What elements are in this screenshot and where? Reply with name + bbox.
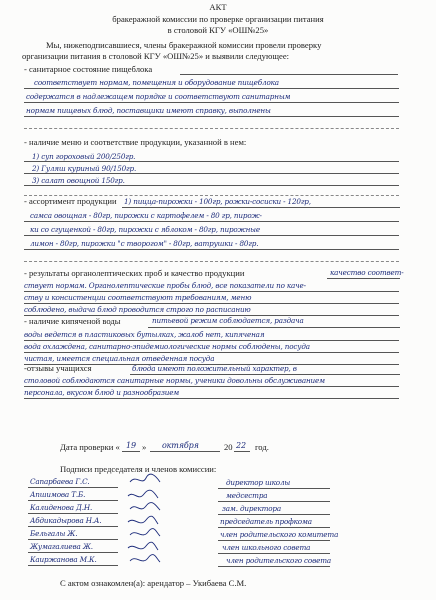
assortment-hw-2: самса овощная - 80гр, пирожки с картофелем - 80 гр, пирож-: [30, 211, 262, 220]
intro-line-1: Мы, нижеподписавшиеся, члены бракеражной комиссии провели проверку: [46, 40, 322, 50]
assortment-hw-4: лимон - 80гр, пирожки "с творогом" - 80гр, ватрушки - 80гр.: [30, 239, 259, 248]
menu-line-1: [24, 161, 399, 162]
feedback-line-0: [130, 374, 400, 375]
feedback-hw-1: блюда имеют положительный характер, в: [132, 364, 297, 373]
results-label: - результаты органолептических проб и качество продукции: [24, 268, 245, 278]
document-subtitle-1: бракеражной комиссии по проверке организации питания: [112, 14, 324, 24]
sig-name-2: Апшимова Т.Б.: [30, 490, 86, 499]
feedback-line-1: [24, 386, 399, 387]
sanitary-hw-3: нормам пищевых блюд, поставщики имеют справку, выполнены: [26, 106, 271, 115]
feedback-line-2: [24, 398, 399, 399]
menu-hw-2: 2) Гуляш куриный 90/150гр.: [32, 164, 137, 173]
water-line-1: [24, 340, 399, 341]
sig-role-5: член родительского комитета: [220, 530, 339, 539]
assortment-divider: [24, 261, 399, 262]
sig-name-6: Жумагалиева Ж.: [30, 542, 93, 551]
assortment-line-4: [24, 249, 399, 250]
sig-name-7: Каиржанова М.К.: [30, 555, 97, 564]
sig-name-line-1: [28, 487, 118, 488]
sig-role-2: медсестра: [226, 491, 268, 500]
sig-role-line-5: [218, 540, 330, 541]
sig-name-3: Калиденова Д.Н.: [30, 503, 93, 512]
date-day: 19: [126, 441, 136, 450]
sig-role-6: член школьного совета: [222, 543, 311, 552]
results-line-2: [24, 303, 399, 304]
feedback-hw-3: персонала, вкусом блюд и разнообразием: [24, 388, 180, 397]
water-hw-2: воды ведется в пластиковых бутылках, жалоб нет, кипяченая: [24, 330, 265, 339]
water-line-0: [148, 327, 400, 328]
date-month: октября: [162, 441, 199, 450]
results-line-0: [327, 278, 400, 279]
sig-role-3: зам. директора: [222, 504, 281, 513]
sanitary-line-1: [24, 88, 399, 89]
document-subtitle-2: в столовой КГУ «ОШ№25»: [167, 25, 269, 35]
date-year-prefix: 20: [224, 442, 233, 452]
sig-name-line-7: [28, 565, 118, 566]
sig-name-4: Абдикадырова Н.А.: [30, 516, 102, 525]
assortment-hw-3: ки со сгущенкой - 80гр, пирожки с яблоком - 80гр, пирожные: [30, 225, 260, 234]
sig-role-line-1: [218, 488, 330, 489]
feedback-label: -отзывы учащихся: [24, 363, 92, 373]
date-label: Дата проверки «: [60, 442, 120, 452]
sig-name-line-2: [28, 500, 118, 501]
assortment-line-3: [24, 235, 399, 236]
results-hw-3: ству и консистенции соответствуют требованиям, меню: [24, 293, 252, 302]
signatures-label: Подписи председателя и членов комиссии:: [60, 464, 217, 474]
signature-scribbles: [126, 472, 166, 568]
sig-role-line-4: [218, 527, 330, 528]
sanitary-line-0: [180, 74, 398, 75]
sanitary-hw-1: соответствует нормам, помещения и оборудование пищеблока: [34, 78, 279, 87]
menu-line-2: [24, 173, 399, 174]
sig-name-line-3: [28, 513, 118, 514]
results-hw-1: качество соответ-: [330, 268, 404, 277]
water-label: - наличие кипяченой воды: [24, 316, 121, 326]
sanitary-line-2: [24, 102, 399, 103]
date-year: 22: [236, 441, 246, 450]
sig-role-line-6: [218, 553, 330, 554]
sig-name-line-4: [28, 526, 118, 527]
acknowledgement-text: С актом ознакомлен(а): арендатор – Укибаева С.М.: [60, 578, 247, 588]
date-month-line: [150, 451, 220, 452]
assortment-label: - ассортимент продукции: [24, 196, 117, 206]
sig-role-line-2: [218, 501, 330, 502]
intro-line-2: организации питания в столовой КГУ «ОШ№25» и выявили следующее:: [22, 51, 290, 61]
date-day-line: [122, 451, 140, 452]
sanitary-divider: [24, 128, 399, 129]
date-year-line: [234, 451, 250, 452]
document-title: АКТ: [209, 2, 227, 12]
sig-role-line-7: [218, 566, 330, 567]
sig-role-7: член родительского совета: [226, 556, 332, 565]
sig-name-line-6: [28, 552, 118, 553]
date-mid: »: [142, 442, 147, 452]
menu-line-3: [24, 185, 399, 186]
feedback-hw-2: столовой соблюдаются санитарные нормы, ученики довольны обслуживанием: [24, 376, 325, 385]
sig-role-4: председатель профкома: [220, 517, 312, 526]
menu-hw-1: 1) суп гороховый 200/250гр.: [32, 152, 136, 161]
water-hw-4: чистая, имеется специальная отведенная посуда: [24, 354, 215, 363]
sig-role-1: директор школы: [226, 478, 291, 487]
date-suffix: год.: [255, 442, 269, 452]
sig-name-1: Сапарбаева Г.С.: [30, 477, 90, 486]
results-line-1: [24, 291, 399, 292]
assortment-line-2: [24, 221, 399, 222]
sanitary-label: - санитарное состояние пищеблока: [24, 64, 153, 74]
water-hw-1: питьевой режим соблюдается, раздача: [152, 316, 304, 325]
results-hw-4: соблюдено, выдача блюд проводится строго по расписанию: [24, 305, 251, 314]
water-hw-3: вода охлаждена, санитарно-эпидемиологические нормы соблюдены, посуда: [24, 342, 310, 351]
assortment-hw-1: 1) пицца-пирожки - 100гр, рожки-сосиски - 120гр,: [124, 197, 311, 206]
sig-name-5: Бельгалы Ж.: [30, 529, 78, 538]
sanitary-hw-2: содержатся в надлежащем порядке и соответствуют санитарным: [26, 92, 291, 101]
sig-role-line-3: [218, 514, 330, 515]
menu-hw-3: 3) салат овощной 150гр.: [32, 176, 125, 185]
results-hw-2: ствует нормам. Органолептические пробы блюд, все показатели по каче-: [24, 281, 306, 290]
menu-label: - наличие меню и соответствие продукции, указанной в нем:: [24, 137, 247, 147]
sanitary-line-3: [24, 116, 399, 117]
water-line-2: [24, 352, 399, 353]
sig-name-line-5: [28, 539, 118, 540]
assortment-line-1: [122, 207, 400, 208]
